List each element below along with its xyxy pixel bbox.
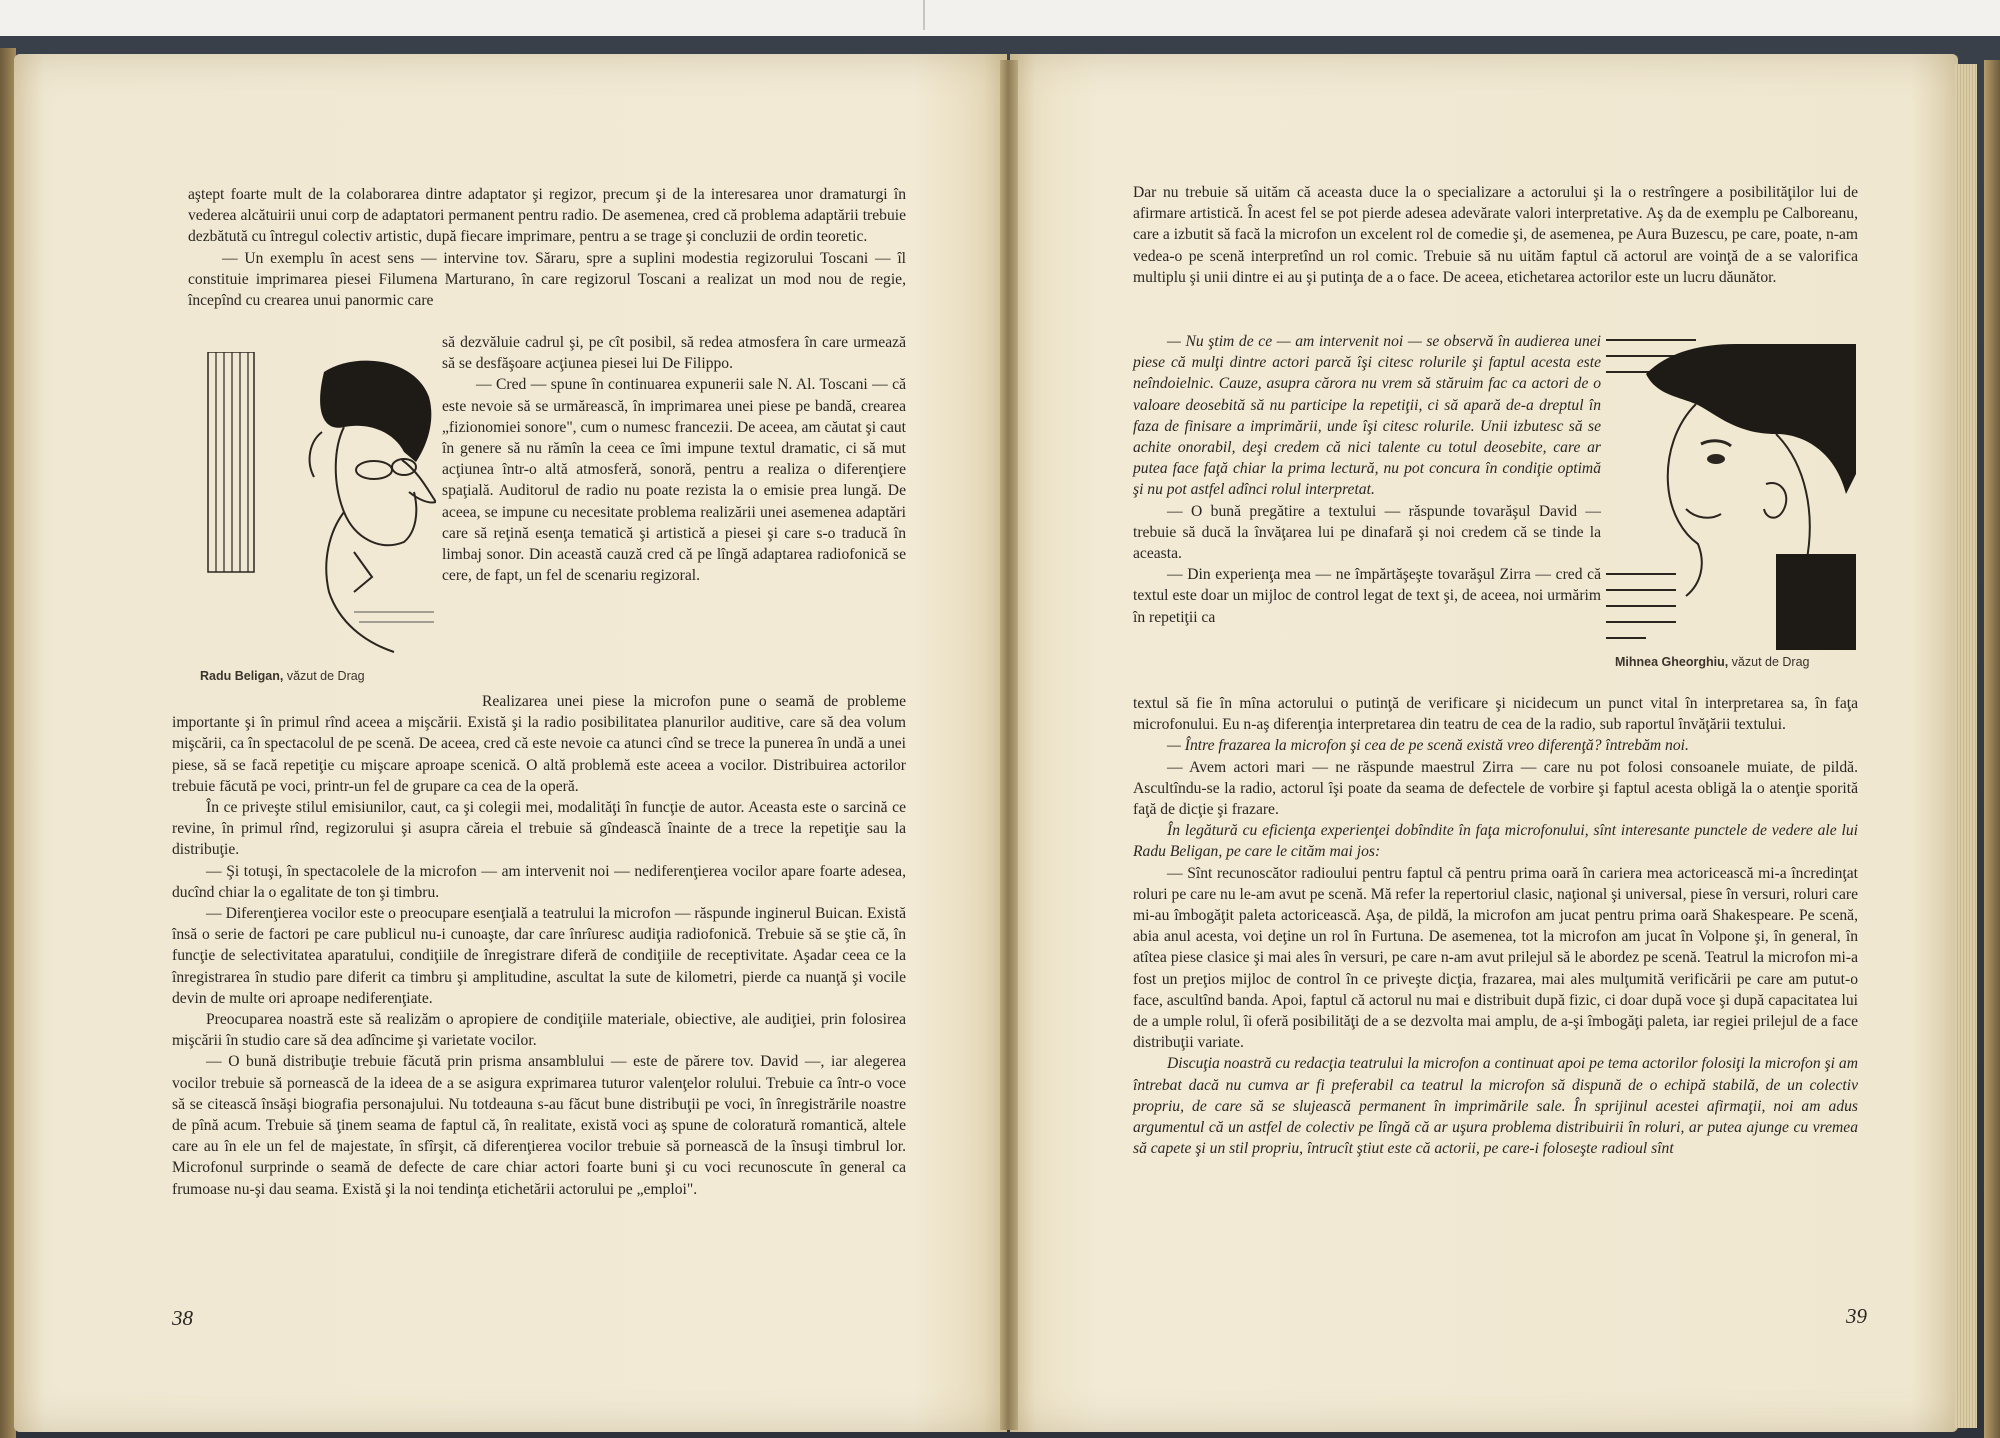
paragraph: Preocuparea noastră este să realizăm o apropiere de condiţiile materiale, obiective, ale audiţiei, prin folosirea mişcării în studio care să dea adîncime şi varietate vocilor. bbox=[172, 1011, 906, 1050]
paragraph: Discuţia noastră cu redacţia teatrului la microfon a continuat apoi pe tema actorilor folosiţi la microfon şi am întrebat dacă nu cumva ar fi preferabil ca teatrul la microfon să dispună de o echipă stabilă, de un colectiv propriu, de care să se slujească permanent în imprimările sale. În sprijinul acestei afirmaţii, noi am adus argumentul că un astfel de colectiv pe lîngă că ar uşura problema distribuirii în roluri, ar putea ajunge cu vremea să capete şi un stil propriu, întrucît ştiut este că actorii, pe care-i foloseşte radioul sînt bbox=[1133, 1055, 1858, 1158]
scan-background bbox=[0, 0, 2000, 38]
paragraph: — Între frazarea la microfon şi cea de pe scenă există vreo diferenţă? întrebăm noi. bbox=[1167, 737, 1689, 755]
right-side-text bbox=[1133, 331, 1601, 628]
left-bottom-text bbox=[172, 691, 906, 1200]
paragraph: Dar nu trebuie să uităm că aceasta duce la o specializare a actorului şi la o restrîngere a posibilităţilor lui de afirmare artistică. În acest fel se pot pierde adesea adevărate valori interpretative. Aş da de exemplu pe Calboreanu, care a izbutit să facă la microfon un excelent rol de comedie şi, de asemenea, pe Aura Buzescu, pe care, poate, n-am vedea-o pe scenă interpretînd un rol comic. Trebuie să nu uităm faptul că actorul are voinţă de a se valorifica multiplu şi unii dintre ei au şi putinţa de a o face. De aceea, etichetarea actorilor este un lucru dăunător. bbox=[1133, 184, 1858, 286]
paragraph: — Sînt recunoscător radioului pentru faptul că pentru prima oară în cariera mea actoricească mi-a încredinţat roluri pe care nu le-am avut pe scenă. Mă refer la repertoriul clasic, naţional şi universal, piese în versuri, roluri care mi-au îmbogăţit paleta actoricească. Aşa, de pildă, la microfon am jucat pentru prima oară Shakespeare. Pe scenă, abia anul acesta, voi deţine un rol în Furtuna. De asemenea, tot la microfon am jucat în Volpone şi, în general, în atîtea piese clasice şi mai ales în versuri, pe care n-am avut prilejul să le abordez pe scenă. Teatrul la microfon mi-a fost un preţios mijloc de control în ce priveşte dicţia, frazarea, mai ales mulţumită verificării pe care am putut-o face, ascultînd banda. Apoi, faptul că actorul nu mai e distribuit după fizic, ci doar după voce şi după capacitatea lui de a umple rolul, îi oferă posibilităţi de a se dezvolta mai amplu, de a-şi îmbogăţi paleta, iar regiei prilejul de a face distribuţii variate. bbox=[1133, 864, 1858, 1052]
page-number-left: 38 bbox=[172, 1306, 193, 1330]
paragraph: — Din experienţa mea — ne împărtăşeşte tovarăşul Zirra — cred că textul este doar un mijloc de control legat de text şi, de aceea, noi urmărim în repetiţii ca bbox=[1133, 566, 1601, 626]
scanner-edge bbox=[905, 0, 925, 30]
paragraph: În legătură cu eficienţa experienţei dobîndite în faţa microfonului, sînt interesante punctele de vedere ale lui Radu Beligan, pe care le cităm mai jos: bbox=[1133, 822, 1858, 861]
caption-rest: văzut de Drag bbox=[283, 669, 365, 683]
paragraph: — O bună pregătire a textului — răspunde tovarăşul David — trebuie să ducă la învăţarea lui pe dinafară şi noi credem că se tinde la aceasta. bbox=[1133, 502, 1601, 563]
caption-name: Radu Beligan, bbox=[200, 669, 284, 683]
paragraph: — Un exemplu în acest sens — intervine tov. Săraru, spre a suplini modestia regizorului Toscani — îl constituie imprimarea piesei Filumena Marturano, în care regizorul Toscani a realizat un mod nou de regie, începînd cu crearea unui panormic care bbox=[188, 249, 906, 310]
book-gutter bbox=[1000, 60, 1018, 1430]
paragraph: aştept foarte mult de la colaborarea dintre adaptator şi regizor, precum şi de la interesarea unor dramaturgi în vederea alcătuirii unui corp de adaptatori permanent pentru radio. De asemenea, cred că problema adaptării trebuie dezbătută cu întregul colectiv artistic, după fiecare imprimare, pentru a se trage şi concluzii de ordin teoretic. bbox=[188, 186, 906, 246]
paragraph: — Şi totuşi, în spectacolele de la microfon — am intervenit noi — nediferenţierea vocilor apare foarte adesea, ducînd chiar la o egalitate de ton şi timbru. bbox=[172, 862, 906, 901]
paragraph: textul să fie în mîna actorului o putinţă de verificare şi nicidecum un punct vital în interpretarea sa, în faţa microfonului. Eu n-aş diferenţia interpretarea din teatru de cea de la radio, sub raportul învăţării textului. bbox=[1133, 695, 1858, 734]
paragraph: — Avem actori mari — ne răspunde maestrul Zirra — care nu pot folosi consoanele muiate, de pildă. Ascultîndu-se la radio, actorul îşi poate da seama de defectele de vorbire şi faptul acesta obligă la o atenţie sporită faţă de dicţie şi frazare. bbox=[1133, 758, 1858, 819]
caption-mihnea-gheorghiu bbox=[1615, 655, 1810, 669]
page-stack-edge bbox=[1955, 64, 1977, 1428]
paragraph: — Cred — spune în continuarea expunerii sale N. Al. Toscani — că este nevoie să se urmărească, în imprimarea unei piese pe bandă, crearea „fizionomiei sonore", cum o numesc francezii. De aceea, am căutat şi caut în genere să nu rămîn la ceea ce îmi impune textul dramatic, ci să mut acţiunea într-o altă atmosferă, sonoră, pentru a realiza o diferenţiere spaţială. Auditorul de radio nu poate rezista la o emisie prea lungă. De aceea, se impune cu necesitate problema realizării unei asemenea adaptări care să reţină esenţa tematică şi artistică a piesei şi care s-o traducă în limbaj sonor. Din această cauză cred că pe lîngă adaptarea radiofonică se cere, de fapt, un fel de scenariu regizoral. bbox=[442, 376, 906, 585]
paragraph: să dezvăluie cadrul şi, pe cît posibil, să redea atmosfera în care urmează să se desfăşoare acţiunea piesei lui De Filippo. bbox=[442, 334, 906, 373]
left-side-text bbox=[442, 332, 906, 586]
caricature-mihnea-gheorghiu bbox=[1606, 334, 1856, 650]
caption-rest: văzut de Drag bbox=[1728, 655, 1810, 669]
right-top-text bbox=[1133, 182, 1858, 288]
cover-edge-right bbox=[1984, 60, 2000, 1438]
caption-radu-beligan bbox=[200, 669, 365, 683]
paragraph: Realizarea unei piese la microfon pune o seamă de probleme importante şi în primul rînd aceea a mişcării. Există şi la radio posibilitatea planurilor auditive, care să dea volum mişcării, ca în spectacolul de pe scenă. De aceea, cred că este nevoie ca atunci cînd se trece la punerea în undă a unei piese, să se facă repetiţie cu mişcare aproape scenică. O altă problemă este aceea a vocilor. Distribuirea actorilor trebuie făcută pe voci, printr-un fel de grupare ca cea de la operă. bbox=[172, 693, 906, 795]
paragraph: În ce priveşte stilul emisiunilor, caut, ca şi colegii mei, modalităţi în funcţie de autor. Aceasta este o sarcină ce revine, în primul rînd, regizorului şi asupra căreia el trebuie să gîndească înainte de a trece la repetiţie sau la distribuţie. bbox=[172, 799, 906, 859]
right-bottom-text bbox=[1133, 693, 1858, 1159]
caricature-radu-beligan bbox=[204, 352, 436, 658]
paragraph: — Nu ştim de ce — am intervenit noi — se observă în audierea unei piese că mulţi dintre actori parcă îşi citesc rolurile şi faptul acesta este neîndoielnic. Cauze, asupra cărora nu vrem să stăruim fac ca actori de o valoare deosebită să nu participe la repetiţii, ci să apară de-a dreptul în faza de finisare a imprimării, unde îşi citesc rolurile. Unii izbutesc să se achite onorabil, deşi credem că nici talente cu totul deosebite, care ar putea face faţă chiar la prima lectură, nu pot concura în condiţie optimă şi nu pot astfel adînci rolul interpretat. bbox=[1133, 333, 1601, 499]
paragraph: — O bună distribuţie trebuie făcută prin prisma ansamblului — este de părere tov. David —, iar alegerea vocilor trebuie să pornească de la ideea de a se asigura exprimarea tuturor valenţelor rolului. Trebuie ca într-o voce să se citească însăşi biografia personajului. Nu totdeauna s-au făcut bune distribuţii pe voci, în înregistrările noastre de pînă acum. Trebuie să ţinem seama de faptul că, în realitate, există voci aş spune de coloratură romantică, altele care au în ele un fel de majestate, în sfîrşit, că diferenţierea vocilor trebuie să pornească de la însuşi timbrul lor. Microfonul surprinde o seamă de defecte de care chiar actori foarte buni şi cu voci recunoscute în general ca frumoase nu-şi dau seama. Există şi la noi tendinţa etichetării actorului pe „emploi". bbox=[172, 1053, 906, 1198]
caption-name: Mihnea Gheorghiu, bbox=[1615, 655, 1729, 669]
left-top-text bbox=[188, 184, 906, 311]
paragraph: — Diferenţierea vocilor este o preocupare esenţială a teatrului la microfon — răspunde inginerul Buican. Există însă o serie de factori pe care publicul nu-i cunoaşte, dar care înrîuresc audiţia radiofonică. Trebuie să se ştie că, în funcţie de selectivitatea aparatului, condiţiile de înregistrare diferă de condiţiile de receptivitate. Aşadar ceea ce la înregistrarea în studio pare diferit ca timbru şi amplitudine, ascultat la sute de kilometri, pierde ca nuanţă şi vocile devin de multe ori aproape nediferenţiate. bbox=[172, 905, 906, 1007]
page-number-right: 39 bbox=[1846, 1304, 1867, 1328]
